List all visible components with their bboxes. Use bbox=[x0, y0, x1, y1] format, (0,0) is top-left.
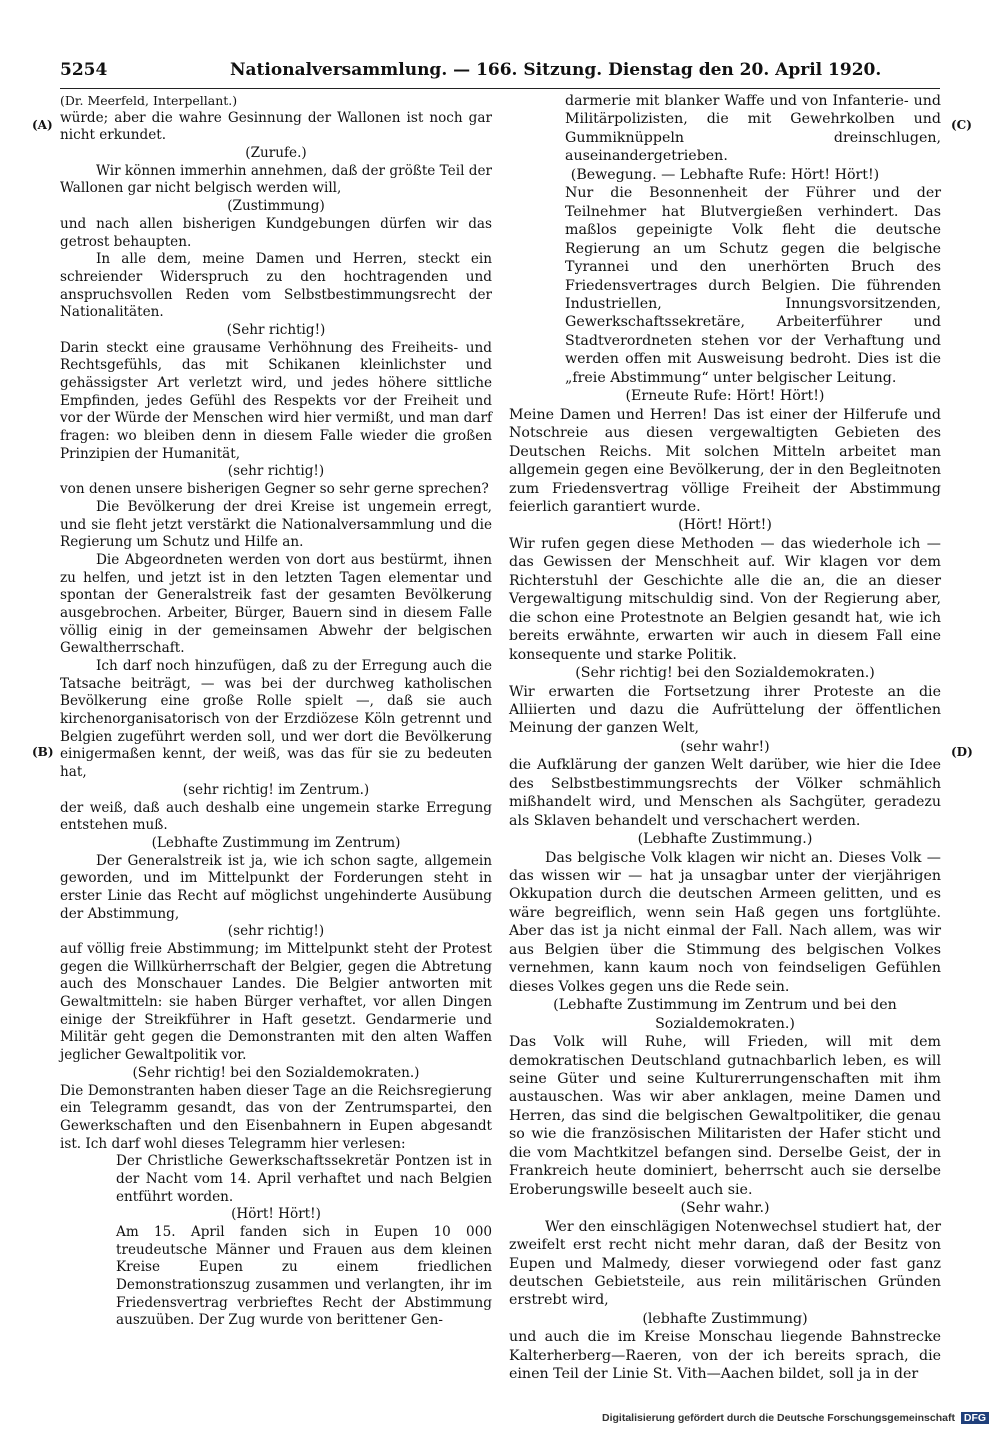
interjection: (lebhafte Zustimmung) bbox=[642, 1310, 808, 1327]
credit-text: Digitalisierung gefördert durch die Deutsche Forschungsgemeinschaft bbox=[602, 1412, 955, 1424]
paragraph: Das belgische Volk klagen wir nicht an. Dieses Volk — das wissen wir — hat ja unsagbar unter der vierjährigen Okkupation durch die deutschen Armeen gelitten, und es wäre begreiflich, wenn sein Haß gegen uns fortglühte. Aber das ist ja nicht einmal der Fall. Nach allem, was wir aus Belgien über die Stimmung des belgischen Volkes vernehmen, kann kaum noch von feindseligen Gefühlen dieses Volkes gegen uns die Rede sein. bbox=[509, 849, 941, 995]
interjection: (Lebhafte Zustimmung im Zentrum und bei den Sozialdemokraten.) bbox=[553, 997, 897, 1032]
paragraph: Wer den einschlägigen Notenwechsel studiert hat, der zweifelt erst recht nicht mehr daran, daß der Besitz von Eupen und Malmedy, dieser vorwiegend oder fast ganz deutschen Gebietsteile, aus rein militärischen Gründen erstrebt wird, bbox=[509, 1218, 941, 1309]
paragraph: Das Volk will Ruhe, will Frieden, will mit dem demokratischen Deutschland gutnachbarlich leben, es will seine Güter und seine Kulturerrungenschaften mit ihm austauschen. Was wir aber anklagen, meine Damen und Herren, das sind die belgischen Gewaltpolitiker, die genau so wie die französischen Militaristen der Hafer sticht und die vom Machtkitzel befangen sind. Derselbe Geist, der in Frankreich heute dominiert, beherrscht auch sie derselbe Eroberungswille beseelt auch sie. bbox=[509, 1034, 941, 1198]
interjection: (Zustimmung) bbox=[227, 198, 325, 215]
paragraph: auf völlig freie Abstimmung; im Mittelpunkt steht der Protest gegen die Willkürherrschaft der Belgier, gegen die Abtretung auch des Monschauer Landes. Die Belgier antworten mit Gewaltmitteln: sie haben Bürger verhaftet, vor allen Dingen einige der Streikführer in Haft gesetzt. Gendarmerie und Militär geht gegen die Demonstranten mit den alten Waffen jeglicher Gewaltpolitik vor. bbox=[60, 941, 492, 1064]
interjection: (Zurufe.) bbox=[245, 145, 307, 162]
dfg-logo: DFG bbox=[961, 1412, 989, 1424]
paragraph: der weiß, daß auch deshalb eine ungemein starke Erregung entstehen muß. bbox=[60, 799, 492, 834]
running-title: Nationalversammlung. — 166. Sitzung. Dienstag den 20. April 1920. bbox=[230, 60, 882, 80]
margin-marker-a: (A) bbox=[32, 118, 53, 132]
interjection: (Bewegung. — Lebhafte Rufe: Hört! Hört!) bbox=[570, 166, 880, 183]
paragraph: darmerie mit blanker Waffe und von Infanterie- und Militärpolizisten, die mit Gewehrkolben und Gummiknüppeln dreinschlugen, auseinandergetrieben. bbox=[565, 93, 941, 165]
paragraph: Meine Damen und Herren! Das ist einer der Hilferufe und Notschreie aus diesen vergewaltigten Gebieten des Deutschen Reichs. Mit solchen Mitteln arbeitet man allgemein gegen eine Bevölkerung, der in den Begleitnoten zum Friedensvertrag völlige Freiheit der Abstimmung feierlich garantiert wurde. bbox=[509, 406, 941, 515]
interjection: (Sehr richtig! bei den Sozialdemokraten.) bbox=[132, 1064, 420, 1081]
interjection: (sehr wahr!) bbox=[680, 738, 770, 755]
interjection: (Lebhafte Zustimmung im Zentrum) bbox=[151, 834, 401, 851]
paragraph: würde; aber die wahre Gesinnung der Wallonen ist noch gar nicht erkundet. bbox=[60, 109, 492, 144]
interjection: (Erneute Rufe: Hört! Hört!) bbox=[625, 388, 825, 405]
interjection: (sehr richtig!) bbox=[227, 923, 325, 940]
right-column bbox=[509, 92, 941, 1384]
interjection: (Sehr richtig! bei den Sozialdemokraten.) bbox=[575, 665, 875, 682]
paragraph: und nach allen bisherigen Kundgebungen dürfen wir das getrost behaupten. bbox=[60, 215, 492, 250]
paragraph: Die Bevölkerung der drei Kreise ist ungemein erregt, und sie fleht jetzt verstärkt die Nationalversammlung und die Regierung um Schutz und Hilfe an. bbox=[60, 498, 492, 551]
paragraph: In alle dem, meine Damen und Herren, steckt ein schreiender Widerspruch zu den hochtragenden und anspruchsvollen Reden vom Selbstbestimmungsrecht der Nationalitäten. bbox=[60, 251, 492, 321]
interjection: (Sehr richtig!) bbox=[226, 321, 326, 338]
interjection: (Hört! Hört!) bbox=[231, 1206, 321, 1223]
paragraph: Die Demonstranten haben dieser Tage an die Reichsregierung ein Telegramm gesandt, das von der Zentrumspartei, den Gewerkschaften und den Eisenbahnern in Eupen abgesandt ist. Ich darf wohl dieses Telegramm hier verlesen: bbox=[60, 1082, 492, 1152]
margin-marker-d: (D) bbox=[951, 745, 973, 759]
paragraph: Darin steckt eine grausame Verhöhnung des Freiheits- und Rechtsgefühls, das mit Schikanen kleinlichster und gehässigster Art verletzt wird, und jedes höhere sittliche Empfinden, jedes Gefühl des Respekts vor der Freiheit und vor der Würde der Menschen wird hier vermißt, und man darf fragen: wo bleiben denn in diesem Falle wieder die großen Prinzipien der Humanität, bbox=[60, 339, 492, 462]
paragraph: Der Generalstreik ist ja, wie ich schon sagte, allgemein geworden, und im Mittelpunkt der Forderungen steht in erster Linie das Recht auf möglichst ungehinderte Ausübung der Abstimmung, bbox=[60, 852, 492, 922]
paragraph: (Dr. Meerfeld, Interpellant.) bbox=[60, 93, 238, 108]
paragraph: Die Abgeordneten werden von dort aus bestürmt, ihnen zu helfen, und jetzt ist in den letzten Tagen elementar und spontan der Generalstreik fast der gesamten Bevölkerung ausgebrochen. Arbeiter, Bürger, Bauern sind in diesem Falle völlig einig in der gemeinsamen Abwehr der belgischen Gewaltherrschaft. bbox=[60, 551, 492, 657]
margin-marker-b: (B) bbox=[32, 745, 54, 759]
page-header bbox=[60, 60, 940, 86]
paragraph: Wir rufen gegen diese Methoden — das wiederhole ich — das Gewissen der Menschheit auf. Wir klagen vor dem Richterstuhl der Geschichte alle die an, die an dieser Vergewaltigung mitschuldig sind. Von der Regierung aber, die schon eine Protestnote an Belgien gesandt hat, wie ich bereits erwähnte, erwarten wir auch in diesem Fall eine konsequente und starke Politik. bbox=[509, 535, 941, 663]
left-column bbox=[60, 92, 492, 1330]
paragraph: Ich darf noch hinzufügen, daß zu der Erregung auch die Tatsache beiträgt, — was bei der durchweg katholischen Bevölkerung eine große Rolle spielt —, daß sie auch kirchenorganisatorisch von der Erzdiözese Köln getrennt und Belgien zugeführt werden soll, und wer dort die Bevölkerung einigermaßen kennt, der weiß, was das für sie zu bedeuten hat, bbox=[60, 658, 492, 781]
paragraph: Wir können immerhin annehmen, daß der größte Teil der Wallonen gar nicht belgisch werden will, bbox=[60, 162, 492, 197]
paragraph: und auch die im Kreise Monschau liegende Bahnstrecke Kalterherberg—Raeren, von der ich bereits sprach, die einen Teil der Linie St. Vith—Aachen bildet, soll ja in der bbox=[509, 1329, 941, 1383]
interjection: (sehr richtig!) bbox=[227, 463, 325, 480]
margin-marker-c: (C) bbox=[951, 118, 972, 132]
interjection: (sehr richtig! im Zentrum.) bbox=[182, 781, 370, 798]
paragraph: Nur die Besonnenheit der Führer und der Teilnehmer hat Blutvergießen verhindert. Das maßlos gepeinigte Volk fleht die deutsche Regierung an um Schutz gegen die belgische Tyrannei und den unerhörten Bruch des Friedensvertrages durch Belgien. Die führenden Industriellen, Innungsvorsitzenden, Gewerkschaftssekretäre, Arbeiterführer und Stadtverordneten stehen vor der Verhaftung und werden offen mit Ausweisung bedroht. Dies ist die „freie Abstimmung“ unter belgischer Leitung. bbox=[565, 185, 941, 386]
paragraph: Der Christliche Gewerkschaftssekretär Pontzen ist in der Nacht vom 14. April verhaftet und nach Belgien entführt worden. bbox=[116, 1153, 492, 1205]
interjection: (Sehr wahr.) bbox=[680, 1200, 770, 1217]
paragraph: Am 15. April fanden sich in Eupen 10 000 treudeutsche Männer und Frauen aus dem kleinen Kreise Eupen zu einem friedlichen Demonstrationszug zusammen und verlangten, ihr im Friedensvertrag verbrieftes Recht der Abstimmung auszuüben. Der Zug wurde von berittener Gen- bbox=[116, 1224, 492, 1329]
paragraph: die Aufklärung der ganzen Welt darüber, wie hier die Idee des Selbstbestimmungsrechts der Völker schmählich mißhandelt wird, und Menschen als Sachgüter, geradezu als Sklaven behandelt und verschachert werden. bbox=[509, 757, 941, 829]
paragraph: von denen unsere bisherigen Gegner so sehr gerne sprechen? bbox=[60, 481, 489, 498]
page-number: 5254 bbox=[60, 60, 108, 80]
interjection: (Lebhafte Zustimmung.) bbox=[637, 831, 813, 848]
footer-credit bbox=[602, 1412, 990, 1428]
paragraph: Wir erwarten die Fortsetzung ihrer Proteste an die Alliierten und dazu die Aufrüttelung der öffentlichen Meinung der ganzen Welt, bbox=[509, 683, 941, 737]
interjection: (Hört! Hört!) bbox=[678, 517, 772, 534]
header-rule bbox=[60, 88, 940, 89]
